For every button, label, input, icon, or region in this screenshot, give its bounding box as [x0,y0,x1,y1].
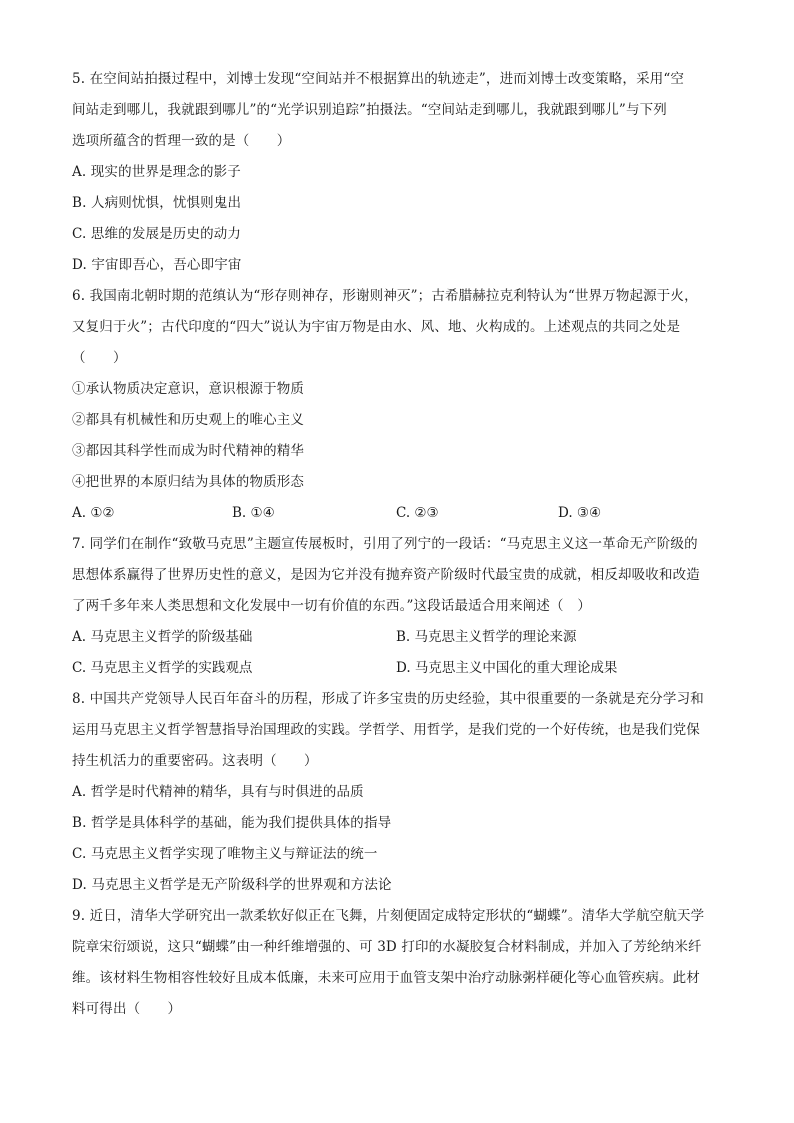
q6-statement-4: ④把世界的本原归结为具体的物质形态 [72,474,305,490]
q6-option-d: D. ③④ [558,505,602,521]
q8-stem-line-3: 持生机活力的重要密码。这表明（ ） [72,753,318,769]
q8-stem-line-1: 8. 中国共产党领导人民百年奋斗的历程，形成了许多宝贵的历史经验，其中很重要的一条就是充分学习和 [72,691,704,707]
q6-statement-3: ③都因其科学性而成为时代精神的精华 [72,443,305,459]
q5-option-d: D. 宇宙即吾心，吾心即宇宙 [72,257,242,273]
q7-option-b: B. 马克思主义哲学的理论来源 [396,629,577,645]
q7-stem-line-1: 7. 同学们在制作“致敬马克思”主题宣传展板时，引用了列宁的一段话：“马克思主义这一革命无产阶级的 [72,536,698,552]
q6-statement-1: ①承认物质决定意识，意识根源于物质 [72,381,305,397]
q6-statement-2: ②都具有机械性和历史观上的唯心主义 [72,412,305,428]
q7-option-d: D. 马克思主义中国化的重大理论成果 [396,660,618,676]
q6-stem-line-2: 又复归于火”；古代印度的“四大”说认为宇宙万物是由水、风、地、火构成的。上述观点的共同之处是 [72,319,681,335]
q5-option-b: B. 人病则忧惧，忧惧则鬼出 [72,195,242,211]
q5-stem-line-2: 间站走到哪儿，我就跟到哪儿”的“光学识别追踪”拍摄法。“空间站走到哪儿，我就跟到哪儿”与下列 [72,102,667,118]
q7-stem-line-2: 思想体系赢得了世界历史性的意义，是因为它并没有抛弃资产阶级时代最宝贵的成就，相反却吸收和改造 [72,567,700,583]
q9-stem-line-3: 维。该材料生物相容性较好且成本低廉，未来可应用于血管支架中治疗动脉粥样硬化等心血管疾病。此材 [72,970,700,986]
q9-stem-line-1: 9. 近日，清华大学研究出一款柔软好似正在飞舞，片刻便固定成特定形状的“蝴蝶”。清华大学航空航天学 [72,908,705,924]
q5-stem-line-1: 5. 在空间站拍摄过程中，刘博士发现“空间站并不根据算出的轨迹走”，进而刘博士改变策略，采用“空 [72,71,685,87]
q6-option-b: B. ①④ [232,505,275,521]
q5-option-c: C. 思维的发展是历史的动力 [72,226,242,242]
q8-stem-line-2: 运用马克思主义哲学智慧指导治国理政的实践。学哲学、用哲学，是我们党的一个好传统，也是我们党保 [72,722,700,738]
q6-option-c: C. ②③ [396,505,439,521]
q8-option-d: D. 马克思主义哲学是无产阶级科学的世界观和方法论 [72,877,392,893]
q7-stem-line-3: 了两千多年来人类思想和文化发展中一切有价值的东西。”这段话最适合用来阐述（ ） [72,598,592,614]
q7-option-c: C. 马克思主义哲学的实践观点 [72,660,253,676]
q7-option-a: A. 马克思主义哲学的阶级基础 [72,629,253,645]
q8-option-b: B. 哲学是具体科学的基础，能为我们提供具体的指导 [72,815,392,831]
q9-stem-line-4: 料可得出（ ） [72,1001,182,1017]
q6-stem-line-1: 6. 我国南北朝时期的范缜认为“形存则神存，形谢则神灭”；古希腊赫拉克利特认为“世界万物起源于火， [72,288,698,304]
q8-option-a: A. 哲学是时代精神的精华，具有与时俱进的品质 [72,784,364,800]
q6-option-a: A. ①② [72,505,115,521]
q8-option-c: C. 马克思主义哲学实现了唯物主义与辩证法的统一 [72,846,378,862]
q5-option-a: A. 现实的世界是理念的影子 [72,164,241,180]
q5-stem-line-3: 选项所蕴含的哲理一致的是（ ） [72,133,291,149]
q6-stem-line-3: （ ） [72,350,127,366]
q9-stem-line-2: 院章宋衍颂说，这只“蝴蝶”由一种纤维增强的、可 3D 打印的水凝胶复合材料制成，并加入了芳纶纳米纤 [72,939,702,955]
